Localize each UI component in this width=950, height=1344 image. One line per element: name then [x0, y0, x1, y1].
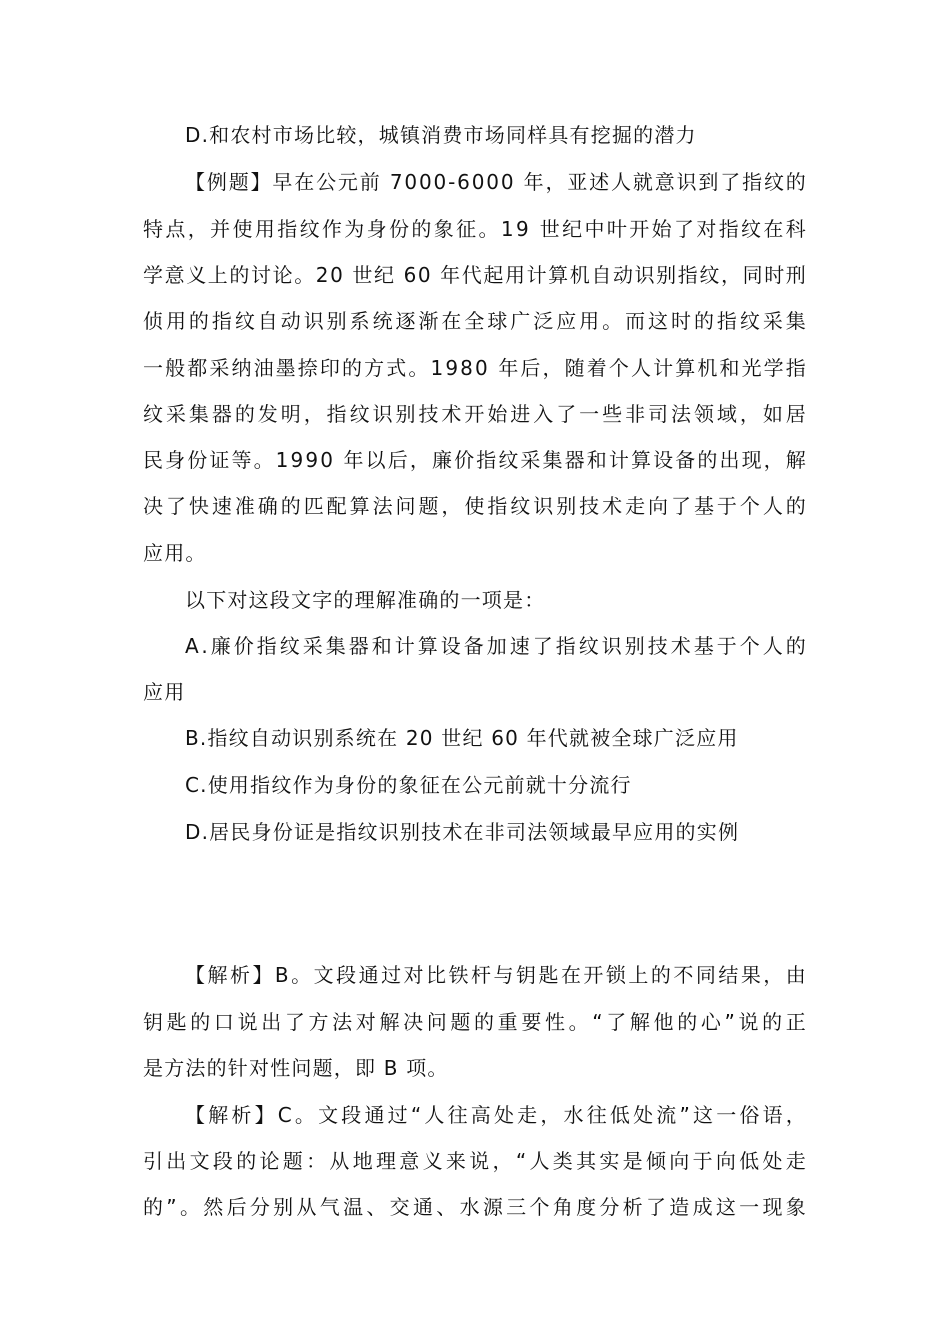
text-line: 应用	[143, 680, 186, 704]
text-line: 民身份证等。1990 年以后，廉价指纹采集器和计算设备的出现，解	[143, 448, 808, 472]
text-line: 的”。然后分别从气温、交通、水源三个角度分析了造成这一现象	[143, 1195, 810, 1219]
text-line: B.指纹自动识别系统在 20 世纪 60 年代就被全球广泛应用	[185, 726, 739, 750]
text-line: 一般都采纳油墨捺印的方式。1980 年后，随着个人计算机和光学指	[143, 356, 808, 380]
text-line: 纹采集器的发明，指纹识别技术开始进入了一些非司法领域，如居	[143, 402, 809, 426]
text-line: 学意义上的讨论。20 世纪 60 年代起用计算机自动识别指纹，同时刑	[143, 263, 808, 287]
text-line: 钥匙的口说出了方法对解决问题的重要性。“了解他的心”说的正	[143, 1010, 810, 1034]
text-line: 决了快速准确的匹配算法问题，使指纹识别技术走向了基于个人的	[143, 494, 809, 518]
text-line: 引出文段的论题：从地理意义来说，“人类其实是倾向于向低处走	[143, 1149, 810, 1173]
text-line: 【例题】早在公元前 7000-6000 年，亚述人就意识到了指纹的	[185, 170, 808, 194]
text-line: 是方法的针对性问题，即 B 项。	[143, 1056, 449, 1080]
text-line: A.廉价指纹采集器和计算设备加速了指纹识别技术基于个人的	[185, 634, 809, 658]
text-line: D.居民身份证是指纹识别技术在非司法领域最早应用的实例	[185, 820, 740, 844]
text-line: D.和农村市场比较，城镇消费市场同样具有挖掘的潜力	[185, 123, 697, 147]
text-line: C.使用指纹作为身份的象征在公元前就十分流行	[185, 773, 632, 797]
text-line: 以下对这段文字的理解准确的一项是：	[185, 588, 546, 612]
text-line: 【解析】C。文段通过“人往高处走，水往低处流”这一俗语，	[185, 1103, 809, 1127]
text-line: 特点，并使用指纹作为身份的象征。19 世纪中叶开始了对指纹在科	[143, 217, 809, 241]
text-line: 应用。	[143, 541, 207, 565]
text-line: 侦用的指纹自动识别系统逐渐在全球广泛应用。而这时的指纹采集	[143, 309, 809, 333]
text-line: 【解析】B。文段通过对比铁杆与钥匙在开锁上的不同结果，由	[185, 963, 809, 987]
